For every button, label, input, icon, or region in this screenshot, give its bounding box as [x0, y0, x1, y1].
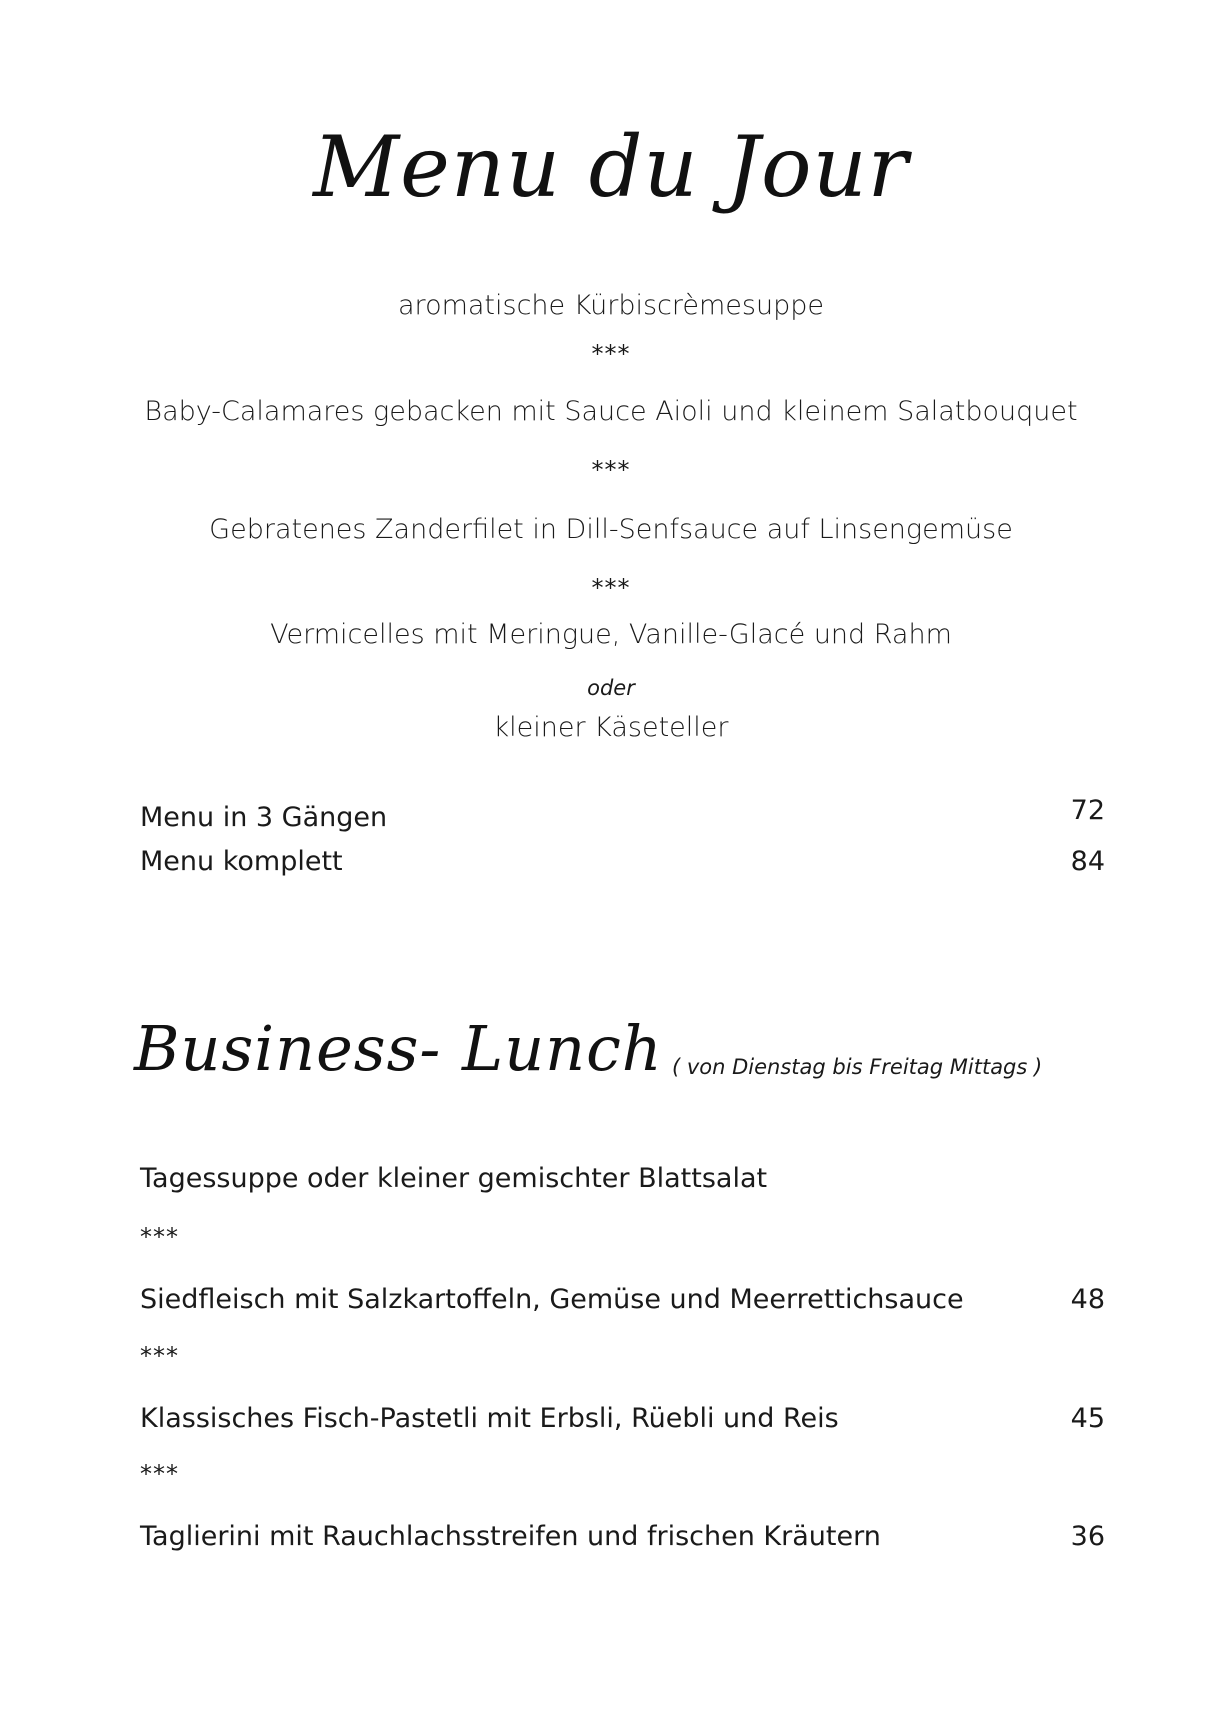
separator: *** [591, 574, 631, 602]
lunch-item-pastetli: Klassisches Fisch-Pastetli mit Erbsli, Rüebli und Reis [140, 1403, 839, 1434]
lunch-price-pastetli: 45 [1070, 1403, 1105, 1434]
price-3-gaenge: 72 [1070, 795, 1105, 826]
course-dessert: Vermicelles mit Meringue, Vanille-Glacé und Rahm [270, 619, 952, 650]
price-komplett: 84 [1070, 846, 1105, 877]
alternative-word: oder [587, 676, 635, 700]
lunch-price-siedfleisch: 48 [1070, 1284, 1105, 1315]
separator: *** [140, 1223, 179, 1251]
separator: *** [591, 340, 631, 368]
lunch-item-siedfleisch: Siedfleisch mit Salzkartoffeln, Gemüse und Meerrettichsauce [140, 1284, 964, 1315]
separator: *** [591, 456, 631, 484]
business-lunch-title: Business- Lunch [134, 1012, 663, 1085]
price-label-komplett: Menu komplett [140, 846, 343, 877]
lunch-item-taglierini: Taglierini mit Rauchlachsstreifen und frischen Kräutern [140, 1521, 881, 1552]
course-soup: aromatische Kürbiscrèmesuppe [398, 290, 824, 321]
price-label-3-gaenge: Menu in 3 Gängen [140, 802, 388, 833]
lunch-price-taglierini: 36 [1070, 1521, 1105, 1552]
course-cheese: kleiner Käseteller [493, 712, 729, 743]
menu-du-jour-title: Menu du Jour [313, 118, 909, 216]
course-calamares: Baby-Calamares gebacken mit Sauce Aioli und kleinem Salatbouquet [144, 396, 1078, 427]
lunch-item-starter: Tagessuppe oder kleiner gemischter Blattsalat [140, 1163, 768, 1194]
business-lunch-note: ( von Dienstag bis Freitag Mittags ) [672, 1055, 1043, 1079]
separator: *** [140, 1342, 179, 1370]
separator: *** [140, 1460, 179, 1488]
course-zander: Gebratenes Zanderfilet in Dill-Senfsauce auf Linsengemüse [209, 514, 1013, 545]
